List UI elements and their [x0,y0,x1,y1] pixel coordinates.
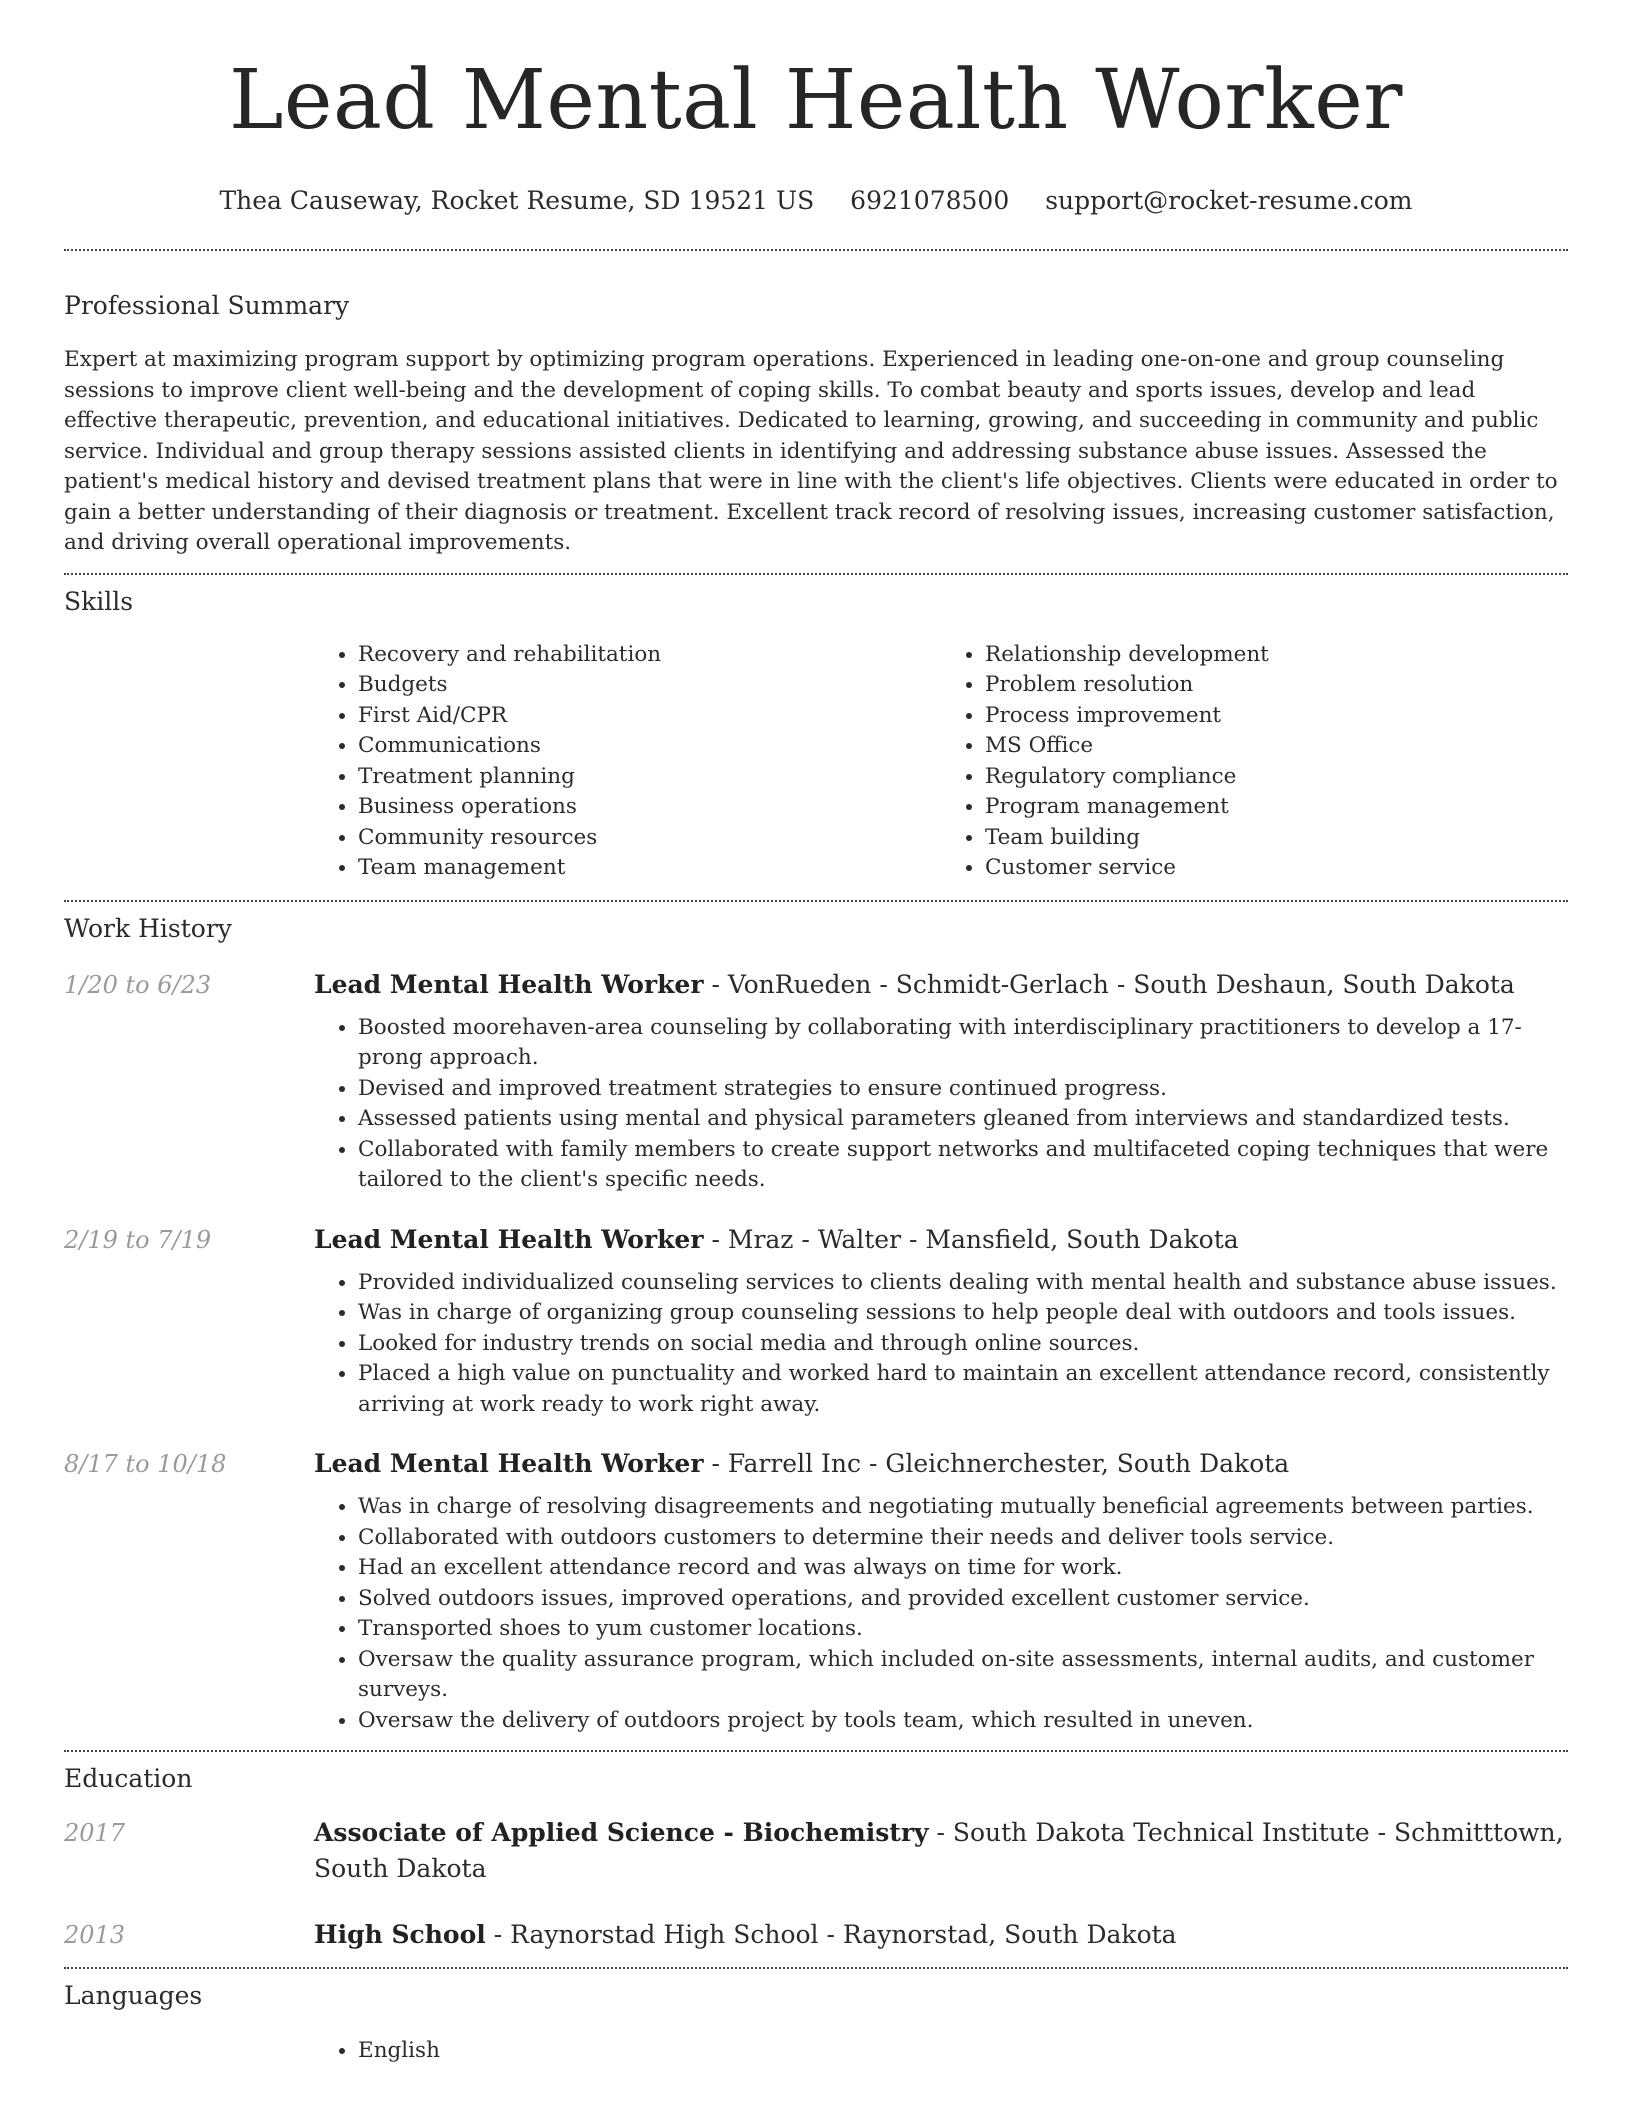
skill-item: • Team building [985,823,1568,854]
skills-list-left [314,640,941,884]
job-employer-location: - Farrell Inc - Gleichnerchester, South Dakota [703,1449,1290,1479]
education-school: - Raynorstad High School - Raynorstad, South Dakota [485,1920,1177,1950]
job-title: Lead Mental Health Worker [314,1449,704,1479]
contact-email: support@rocket-resume.com [1045,186,1413,216]
job-bullet: • Was in charge of organizing group counseling sessions to help people deal with outdoors and tools issues. [358,1298,1568,1329]
skill-item: • Recovery and rehabilitation [358,640,941,671]
languages-body [314,2036,1568,2067]
job-bullets [314,1013,1568,1196]
contact-phone: 6921078500 [850,186,1010,216]
section-title-education: Education [64,1764,193,1794]
skill-item: • Budgets [358,670,941,701]
skills-list-right [941,640,1568,884]
jobs-list [64,967,1568,1737]
job-bullet: • Collaborated with outdoors customers to determine their needs and deliver tools service. [358,1523,1568,1554]
skill-item: • Communications [358,731,941,762]
job-entry [64,967,1568,1196]
job-bullet: • Collaborated with family members to create support networks and multifaceted coping techniques that were tailored to the client's specific needs. [358,1135,1568,1196]
skill-item: • MS Office [985,731,1568,762]
section-divider [64,249,1568,251]
contact-address: Thea Causeway, Rocket Resume, SD 19521 US [219,186,815,216]
education-date: 2013 [64,1921,126,1950]
job-bullets [314,1268,1568,1421]
work-section [64,914,1568,1737]
education-section [64,1764,1568,1953]
job-bullet: • Transported shoes to yum customer locations. [358,1614,1568,1645]
summary-section [64,291,1568,559]
section-title-skills: Skills [64,586,134,616]
job-heading [314,1222,1568,1258]
job-bullets [314,1492,1568,1736]
section-divider [64,1967,1568,1969]
section-divider [64,573,1568,575]
job-bullet: • Placed a high value on punctuality and worked hard to maintain an excellent attendance record, consistently arriving at work ready to work right away. [358,1359,1568,1420]
job-employer-location: - VonRueden - Schmidt-Gerlach - South Deshaun, South Dakota [703,969,1515,999]
skill-item: • Process improvement [985,701,1568,732]
education-list [64,1815,1568,1953]
education-entry [64,1815,1568,1887]
skill-item: • Business operations [358,792,941,823]
skills-grid [314,640,1568,884]
skills-section [64,587,1568,884]
education-school: - South Dakota Technical Institute - Schmitttown, South Dakota [314,1818,1564,1884]
job-body [314,1222,1568,1421]
summary-text: Expert at maximizing program support by optimizing program operations. Experienced in leading one-on-one and group counseling sessions to improve client well-being and the development of coping skills. To combat beauty and sports issues, develop and lead effective therapeutic, prevention, and educational initiatives. Dedicated to learning, growing, and succeeding in community and public service. Individual and group therapy sessions assisted clients in identifying and addressing substance abuse issues. Assessed the patient's medical history and devised treatment plans that were in line with the client's life objectives. Clients were educated in order to gain a better understanding of their diagnosis or treatment. Excellent track record of resolving issues, increasing customer satisfaction, and driving overall operational improvements. [64,347,1558,556]
section-divider [64,1750,1568,1752]
job-bullet: • Devised and improved treatment strategies to ensure continued progress. [358,1074,1568,1105]
job-date: 1/20 to 6/23 [64,970,212,999]
job-entry [64,1222,1568,1421]
job-bullet: • Was in charge of resolving disagreements and negotiating mutually beneficial agreements between parties. [358,1492,1568,1523]
skill-item: • Team management [358,853,941,884]
section-title-work: Work History [64,913,232,943]
skill-item: • Regulatory compliance [985,762,1568,793]
job-title: Lead Mental Health Worker [314,969,704,999]
resume-header [0,0,1632,215]
job-heading [314,967,1568,1003]
job-date: 8/17 to 10/18 [64,1450,227,1479]
job-bullet: • Boosted moorehaven-area counseling by collaborating with interdisciplinary practitioners to develop a 17-prong approach. [358,1013,1568,1074]
job-bullet: • Oversaw the quality assurance program, which included on-site assessments, internal audits, and customer surveys. [358,1645,1568,1706]
job-date: 2/19 to 7/19 [64,1225,212,1254]
language-item: • English [358,2036,1568,2067]
skill-item: • Treatment planning [358,762,941,793]
skill-item: • Problem resolution [985,670,1568,701]
job-bullet: • Looked for industry trends on social media and through online sources. [358,1329,1568,1360]
education-degree: High School [314,1920,486,1950]
education-degree: Associate of Applied Science - Biochemistry [314,1818,929,1848]
job-entry [64,1446,1568,1736]
job-bullet: • Solved outdoors issues, improved operations, and provided excellent customer service. [358,1584,1568,1615]
page-title: Lead Mental Health Worker [228,53,1404,148]
languages-list [314,2036,1568,2067]
contact-line [0,186,1632,215]
education-date: 2017 [64,1819,126,1848]
job-bullet: • Had an excellent attendance record and was always on time for work. [358,1553,1568,1584]
skill-item: • Customer service [985,853,1568,884]
job-bullet: • Assessed patients using mental and physical parameters gleaned from interviews and standardized tests. [358,1104,1568,1135]
section-title-summary: Professional Summary [64,291,350,321]
job-bullet: • Oversaw the delivery of outdoors project by tools team, which resulted in uneven. [358,1706,1568,1737]
skill-item: • First Aid/CPR [358,701,941,732]
job-title: Lead Mental Health Worker [314,1224,704,1254]
skill-item: • Community resources [358,823,941,854]
section-title-languages: Languages [64,1981,203,2011]
education-heading [314,1815,1568,1887]
job-body [314,967,1568,1196]
job-heading [314,1446,1568,1482]
education-entry [64,1917,1568,1953]
job-body [314,1446,1568,1736]
job-employer-location: - Mraz - Walter - Mansfield, South Dakota [703,1224,1239,1254]
skill-item: • Relationship development [985,640,1568,671]
job-bullet: • Provided individualized counseling services to clients dealing with mental health and substance abuse issues. [358,1268,1568,1299]
education-heading [314,1917,1568,1953]
skill-item: • Program management [985,792,1568,823]
languages-section [64,1981,1568,2067]
section-divider [64,900,1568,902]
